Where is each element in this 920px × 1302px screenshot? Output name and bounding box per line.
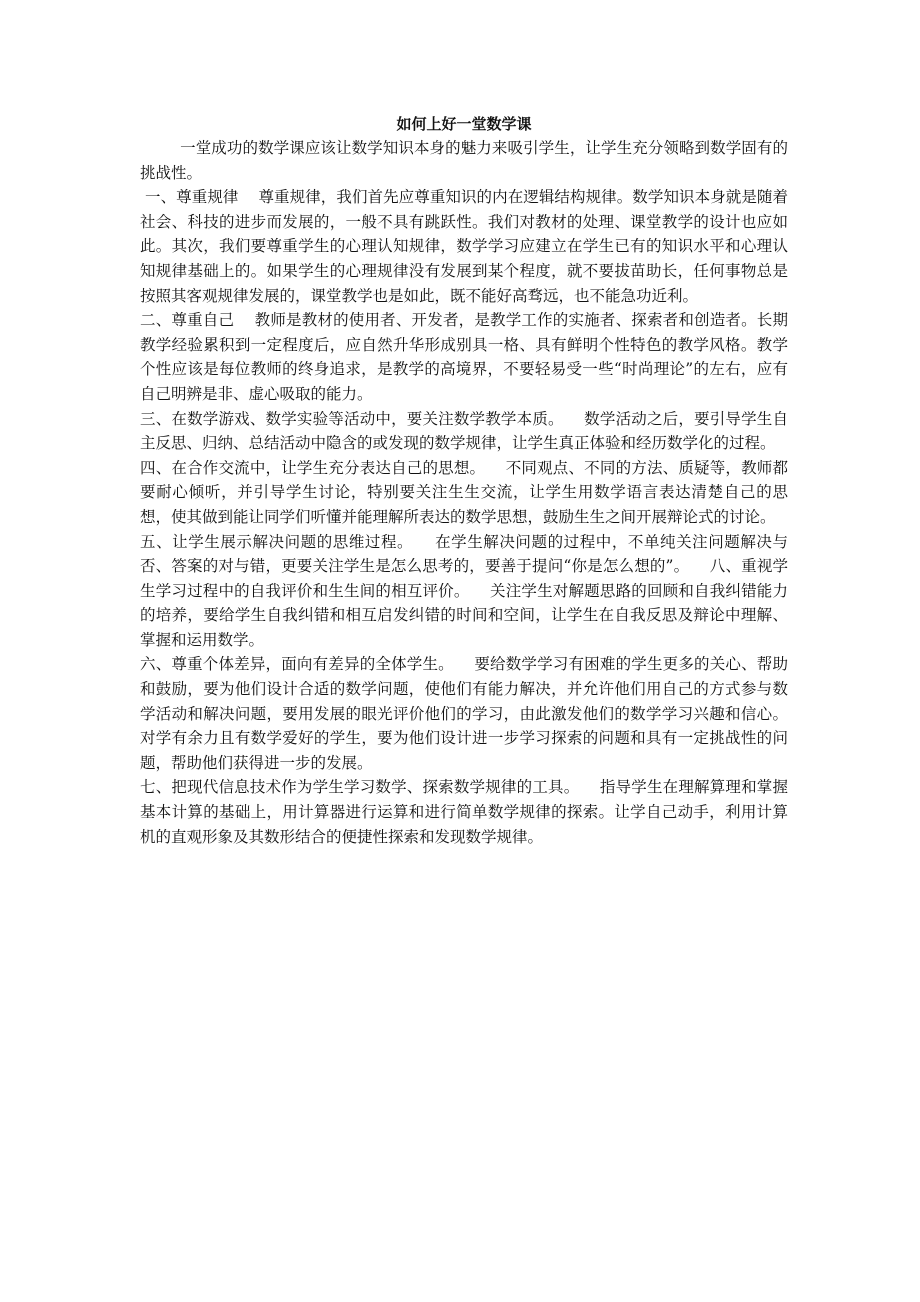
paragraph-respect-self: 二、尊重自己 教师是教材的使用者、开发者，是教学工作的实施者、探索者和创造者。长期教学经验累积到一定程度后，应自然升华形成别具一格、具有鲜明个性特色的教学风格。教学个性应该是每位教师的终身追求，是教学的高境界，不要轻易受一些“时尚理论”的左右，应有自己明辨是非、虚心吸取的能力。	[140, 311, 788, 403]
paragraph-individual-differences: 六、尊重个体差异，面向有差异的全体学生。 要给数学学习有困难的学生更多的关心、帮助和鼓励，要为他们设计合适的数学问题，使他们有能力解决，并允许他们用自己的方式参与数学活动和解决问题，要用发展的眼光评价他们的学习，由此激发他们的数学学习兴趣和信心。对学有余力且有数学爱好的学生，要为他们设计进一步学习探索的问题和具有一定挑战性的问题，帮助他们获得进一步的发展。	[140, 655, 788, 772]
document-body	[140, 112, 788, 849]
paragraph-cooperation: 四、在合作交流中，让学生充分表达自己的思想。 不同观点、不同的方法、质疑等，教师都要耐心倾听，并引导学生讨论，特别要关注生生交流，让学生用数学语言表达清楚自己的思想，使其做到能让同学们听懂并能理解所表达的数学思想，鼓励生生之间开展辩论式的讨论。	[140, 458, 788, 526]
paragraph-information-technology: 七、把现代信息技术作为学生学习数学、探索数学规律的工具。 指导学生在理解算理和掌握基本计算的基础上，用计算器进行运算和进行简单数学规律的探索。让学自己动手，利用计算机的直观形象及其数形结合的便捷性探索和发现数学规律。	[140, 778, 788, 846]
paragraph-thinking-process: 五、让学生展示解决问题的思维过程。 在学生解决问题的过程中，不单纯关注问题解决与否、答案的对与错，更要关注学生是怎么思考的，要善于提问“你是怎么想的”。 八、重视学生学习过程中的自我评价和生生间的相互评价。 关注学生对解题思路的回顾和自我纠错能力的培养，要给学生自我纠错和相互启发纠错的时间和空间，让学生在自我反思及辩论中理解、掌握和运用数学。	[140, 532, 788, 649]
paragraph-intro: 一堂成功的数学课应该让数学知识本身的魅力来吸引学生，让学生充分领略到数学固有的挑战性。	[140, 139, 788, 182]
paragraph-math-activities: 三、在数学游戏、数学实验等活动中，要关注数学教学本质。 数学活动之后，要引导学生自主反思、归纳、总结活动中隐含的或发现的数学规律，让学生真正体验和经历数学化的过程。	[140, 409, 788, 453]
document-title: 如何上好一堂数学课	[396, 115, 532, 133]
paragraph-respect-rules: 一、尊重规律 尊重规律，我们首先应尊重知识的内在逻辑结构规律。数学知识本身就是随着社会、科技的进步而发展的，一般不具有跳跃性。我们对教材的处理、课堂教学的设计也应如此。其次，我们要尊重学生的心理认知规律，数学学习应建立在学生已有的知识水平和心理认知规律基础上的。如果学生的心理规律没有发展到某个程度，就不要拔苗助长，任何事物总是按照其客观规律发展的，课堂教学也是如此，既不能好高骛远，也不能急功近利。	[140, 188, 788, 305]
